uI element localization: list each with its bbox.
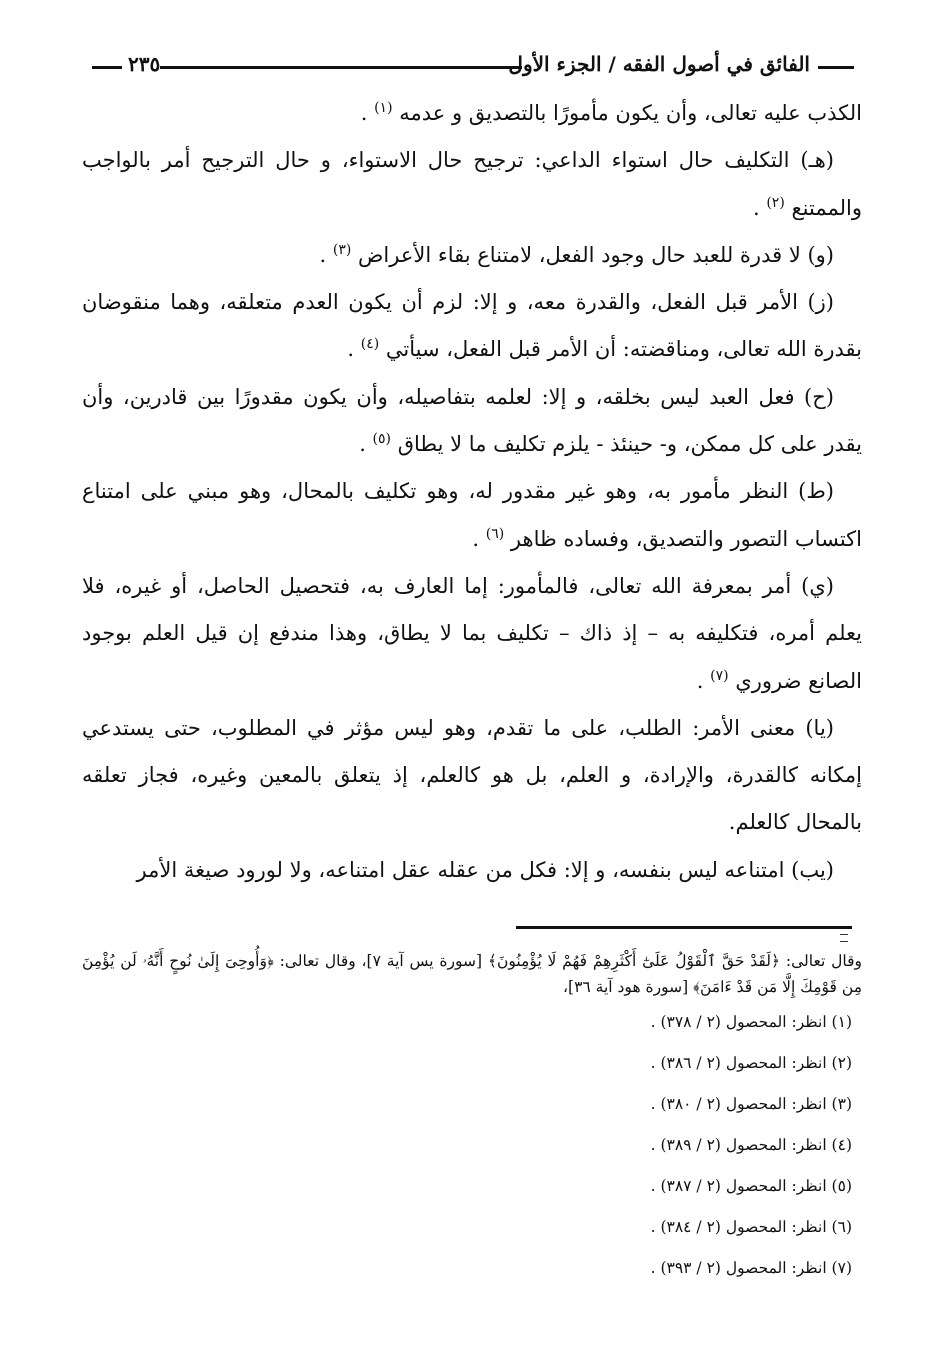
- footnote-item: (٣) انظر: المحصول (٢ / ٣٨٠) .: [650, 1095, 852, 1113]
- footnote-item: (١) انظر: المحصول (٢ / ٣٧٨) .: [650, 1013, 852, 1031]
- footnote-item: (٧) انظر: المحصول (٢ / ٣٩٣) .: [650, 1259, 852, 1277]
- paragraph-text: (يب) امتناعه ليس بنفسه، و إلا: فكل من عقله عقل امتناعه، ولا لورود صيغة الأمر: [136, 857, 834, 882]
- footnote-ref: (٣): [332, 241, 352, 258]
- footnote-item: (٥) انظر: المحصول (٢ / ٣٨٧) .: [650, 1177, 852, 1195]
- header-rule-middle: [160, 66, 522, 69]
- paragraph-item-zay: (ز) الأمر قبل الفعل، والقدرة معه، و إلا: لزم أن يكون العدم متعلقه، وهما منقوضان بقدرة الله تعالى، ومناقضته: أن الأمر قبل الفعل، سيأتي $^{(٤)}$ .: [82, 290, 862, 362]
- paragraph-text: الكذب عليه تعالى، وأن يكون مأمورًا بالتصديق و عدمه: [399, 101, 862, 125]
- paragraph-item-ta: (ط) النظر مأمور به، وهو غير مقدور له، وهو تكليف بالمحال، وهو مبني على امتناع اكتساب التصور والتصديق، وفساده ظاهر $^{(٦)}$ .: [82, 479, 862, 551]
- footnote-item: (٤) انظر: المحصول (٢ / ٣٨٩) .: [650, 1136, 852, 1154]
- paragraph-text: (يا) معنى الأمر: الطلب، على ما تقدم، وهو ليس مؤثر في المطلوب، حتى يستدعي إمكانه كالقدرة، والإرادة، و العلم، بل هو كالعلم، إذ يتعلق بالمعين وغيره، فجاز تعلقه بالمحال كالعلم.: [82, 715, 862, 835]
- footnote-separator: [516, 926, 852, 929]
- footnote-continuation: وقال تعالى: ﴿لَقَدْ حَقَّ ٱلْقَوْلُ عَلَىٰٓ أَكْثَرِهِمْ فَهُمْ لَا يُؤْمِنُونَ﴾ [سورة يس آية ٧]، وقال تعالى: ﴿وَأُوحِىَ إِلَىٰ نُوحٍ أَنَّهُۥ لَن يُؤْمِنَ مِن قَوْمِكَ إِلَّا مَن قَدْ ءَامَنَ﴾ [سورة هود آية ٣٦]،: [82, 952, 862, 996]
- paragraph-item-he: (هـ) التكليف حال استواء الداعي: ترجيح حال الاستواء، و حال الترجيح أمر بالواجب والممتنع $^{(٢)}$ .: [82, 148, 862, 220]
- footnotes: [82, 948, 862, 1289]
- page-number: ٢٣٥: [128, 52, 161, 76]
- footnote-item: (٦) انظر: المحصول (٢ / ٣٨٤) .: [650, 1218, 852, 1236]
- paragraph-text: (ي) أمر بمعرفة الله تعالى، فالمأمور: إما العارف به، فتحصيل الحاصل، أو غيره، فلا يعلم أمره، فتكليفه به – إذ ذاك – تكليف بما لا يطاق، وهذا مندفع إن قيل العلم بوجود الصانع ضروري: [82, 573, 862, 693]
- paragraph-item-waw: (و) لا قدرة للعبد حال وجود الفعل، لامتناع بقاء الأعراض $^{(٣)}$ .: [319, 241, 834, 267]
- paragraph-item-ha: (ح) فعل العبد ليس بخلقه، و إلا: لعلمه بتفاصيله، وأن يكون مقدورًا بين قادرين، وأن يقدر على كل ممكن، و- حينئذ - يلزم تكليف ما لا يطاق $^{(٥)}$ .: [82, 384, 862, 457]
- footnote-ref: (٧): [710, 667, 729, 684]
- book-title: الفائق في أصول الفقه / الجزء الأول: [508, 52, 810, 76]
- paragraph-item-ya-ba: [82, 847, 862, 894]
- paragraph-text: (و) لا قدرة للعبد حال وجود الفعل، لامتناع بقاء الأعراض: [358, 242, 834, 267]
- paragraph-text: (ز) الأمر قبل الفعل، والقدرة معه، و إلا: لزم أن يكون العدم متعلقه، وهما منقوضان بقدرة الله تعالى، ومناقضته: أن الأمر قبل الفعل، سيأتي: [82, 290, 862, 362]
- paragraph-item-ya-alif: [82, 705, 862, 847]
- paragraph-continuation: الكذب عليه تعالى، وأن يكون مأمورًا بالتصديق و عدمه $^{(١)}$ .: [360, 100, 862, 125]
- footnote-ref: (٦): [485, 525, 505, 542]
- footnote-ref: (٢): [766, 194, 785, 211]
- paragraph-text: (هـ) التكليف حال استواء الداعي: ترجيح حال الاستواء، و حال الترجيح أمر بالواجب والممتنع: [82, 148, 862, 220]
- main-text: [82, 90, 862, 894]
- footnote-ref: (١): [374, 100, 393, 116]
- paragraph-item-ya: (ي) أمر بمعرفة الله تعالى، فالمأمور: إما العارف به، فتحصيل الحاصل، أو غيره، فلا يعلم أمره، فتكليفه به – إذ ذاك – تكليف بما لا يطاق، وهذا مندفع إن قيل العلم بوجود الصانع ضروري $^{(٧)}$ .: [82, 573, 862, 693]
- footnote-ref: (٤): [360, 336, 380, 353]
- running-header: [92, 52, 854, 82]
- paragraph-text: (ط) النظر مأمور به، وهو غير مقدور له، وهو تكليف بالمحال، وهو مبني على امتناع اكتساب التصور والتصديق، وفساده ظاهر: [82, 479, 862, 551]
- header-rule-left: [92, 66, 122, 69]
- footnote-separator-mark: [840, 934, 848, 942]
- footnote-item: (٢) انظر: المحصول (٢ / ٣٨٦) .: [650, 1054, 852, 1072]
- footnote-ref: (٥): [372, 431, 392, 448]
- paragraph-text: (ح) فعل العبد ليس بخلقه، و إلا: لعلمه بتفاصيله، وأن يكون مقدورًا بين قادرين، وأن يقدر على كل ممكن، و- حينئذ - يلزم تكليف ما لا يطاق: [82, 384, 862, 457]
- header-rule-right: [818, 66, 854, 69]
